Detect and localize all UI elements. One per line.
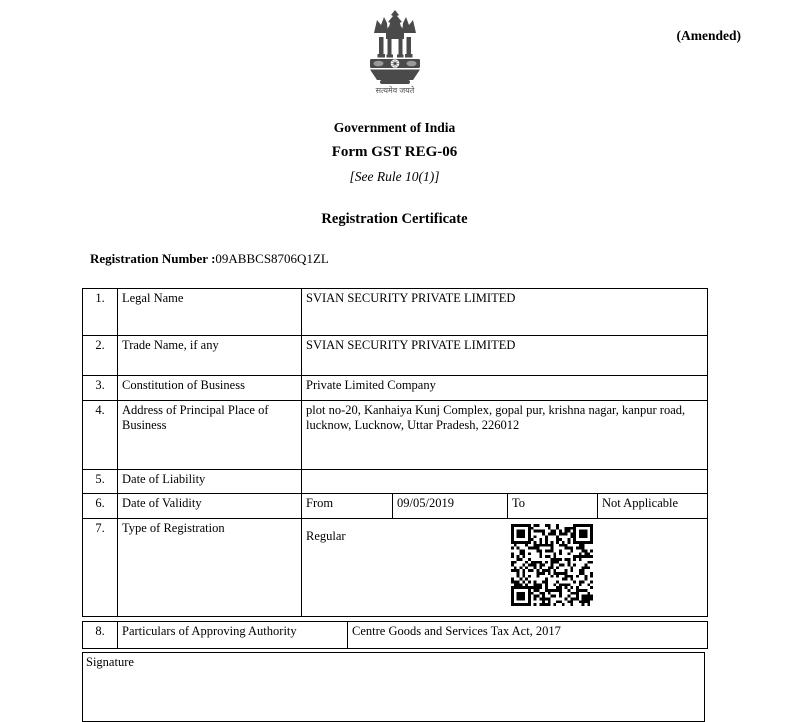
abacus-bull — [406, 61, 416, 67]
emblem-motto: सत्यमेव जयते — [375, 86, 414, 95]
row-number: 7. — [83, 519, 118, 617]
row-value: Centre Goods and Services Tax Act, 2017 — [348, 622, 708, 649]
row-value: Regular — [306, 529, 346, 543]
row-value: plot no-20, Kanhaiya Kunj Complex, gopal pur, krishna nagar, kanpur road, lucknow, Lucknow, Uttar Pradesh, 226012 — [302, 401, 708, 470]
row-label: Trade Name, if any — [118, 336, 302, 376]
table-row-approving-authority — [83, 622, 708, 649]
row-label: Type of Registration — [118, 519, 302, 617]
row-number: 8. — [83, 622, 118, 649]
header-government: Government of India — [333, 120, 456, 135]
row-value: Private Limited Company — [302, 376, 708, 401]
header-rule-ref: [See Rule 10(1)] — [349, 169, 440, 184]
lion-left — [374, 17, 388, 33]
row-number: 5. — [83, 470, 118, 494]
signature-label: Signature — [86, 655, 134, 669]
validity-to-value: Not Applicable — [598, 494, 708, 519]
abacus-horse — [373, 61, 383, 67]
registration-type-cell — [302, 519, 708, 617]
row-number: 3. — [83, 376, 118, 401]
lotus-base — [370, 70, 420, 81]
registration-number-value: 09ABBCS8706Q1ZL — [215, 251, 329, 266]
emblem-of-india-icon — [360, 8, 430, 101]
validity-from-value: 09/05/2019 — [393, 494, 508, 519]
qr-code — [511, 524, 593, 606]
table-row-registration-type — [83, 519, 708, 617]
row-label: Particulars of Approving Authority — [118, 622, 348, 649]
approving-authority-table — [82, 621, 708, 649]
row-number: 4. — [83, 401, 118, 470]
row-label: Date of Validity — [118, 494, 302, 519]
header-form-title: Form GST REG-06 — [331, 144, 458, 160]
validity-from-label: From — [302, 494, 393, 519]
certificate-title: Registration Certificate — [321, 211, 468, 227]
table-row-legal-name — [83, 289, 708, 336]
table-row-address — [83, 401, 708, 470]
registration-number-label: Registration Number : — [90, 251, 216, 266]
validity-to-label: To — [508, 494, 598, 519]
row-label: Legal Name — [118, 289, 302, 336]
table-row-date-validity — [83, 494, 708, 519]
row-label: Constitution of Business — [118, 376, 302, 401]
row-value: SVIAN SECURITY PRIVATE LIMITED — [302, 289, 708, 336]
lion-right — [402, 17, 416, 33]
row-label: Date of Liability — [118, 470, 302, 494]
row-value — [302, 470, 708, 494]
row-number: 2. — [83, 336, 118, 376]
table-row-date-liability — [83, 470, 708, 494]
amended-note: (Amended) — [676, 28, 741, 43]
registration-table — [82, 288, 708, 617]
registration-number-line — [90, 251, 329, 267]
row-label: Address of Principal Place of Business — [118, 401, 302, 470]
row-value: SVIAN SECURITY PRIVATE LIMITED — [302, 336, 708, 376]
table-row-trade-name — [83, 336, 708, 376]
signature-box — [82, 652, 705, 722]
row-number: 1. — [83, 289, 118, 336]
table-row-constitution — [83, 376, 708, 401]
document-header — [0, 120, 789, 228]
row-number: 6. — [83, 494, 118, 519]
